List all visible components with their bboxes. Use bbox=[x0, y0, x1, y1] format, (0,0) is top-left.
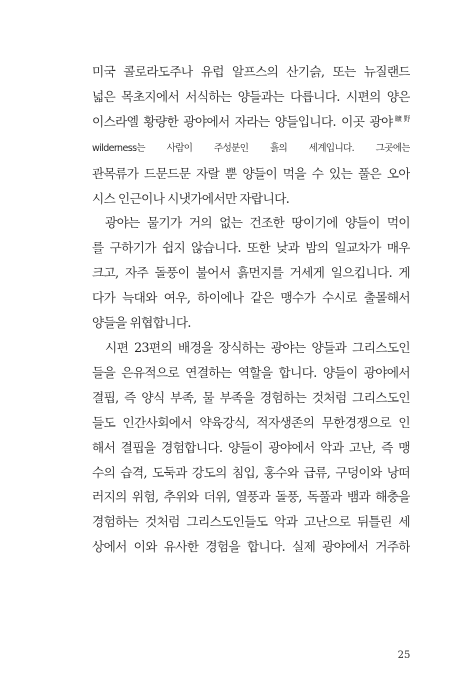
text-line: 관목류가 드문드문 자랄 뿐 양들이 먹을 수 있는 풀은 오아 bbox=[92, 165, 410, 181]
text-line: 러지의 위험, 추위와 더위, 열풍과 돌풍, 독풀과 뱀과 해충을 bbox=[92, 489, 410, 505]
text-line: 광야는 물기가 거의 없는 건조한 땅이기에 양들이 먹이 bbox=[105, 215, 410, 231]
text-line: 양들을 위협합니다. bbox=[92, 315, 191, 331]
text-line: 를 구하기가 쉽지 않습니다. 또한 낮과 밤의 일교차가 매우 bbox=[92, 240, 410, 256]
text-line: 들을 은유적으로 연결하는 역할을 합니다. 양들이 광야에서 bbox=[92, 364, 410, 380]
page-number: 25 bbox=[397, 650, 411, 661]
text-line: 다가 늑대와 여우, 하이에나 같은 맹수가 수시로 출몰해서 bbox=[92, 290, 410, 306]
text-line bbox=[92, 135, 410, 162]
text-line: 크고, 자주 돌풍이 불어서 흙먼지를 거세게 일으킵니다. 게 bbox=[92, 265, 410, 281]
text-line-with-annotation bbox=[92, 110, 410, 135]
text-line: 경험하는 것처럼 그리스도인들도 악과 고난으로 뒤틀린 세 bbox=[92, 514, 410, 530]
text-line: 넓은 목초지에서 서식하는 양들과는 다릅니다. 시편의 양은 bbox=[92, 88, 410, 104]
text-line: 상에서 이와 유사한 경험을 합니다. 실제 광야에서 거주하 bbox=[92, 539, 410, 555]
text-line: 들도 인간사회에서 약육강식, 적자생존의 무한경쟁으로 인 bbox=[92, 414, 410, 430]
text-line: 수의 습격, 도둑과 강도의 침입, 홍수와 급류, 구덩이와 낭떠 bbox=[92, 464, 410, 480]
hanja-annotation: 曠野 bbox=[392, 114, 410, 123]
text-line: 결핍, 즉 양식 부족, 물 부족을 경험하는 것처럼 그리스도인 bbox=[92, 389, 410, 405]
text-line: 미국 콜로라도주나 유럽 알프스의 산기슭, 또는 뉴질랜드 bbox=[92, 64, 410, 79]
body-text bbox=[92, 60, 410, 560]
text-line-content: 이스라엘 황량한 광야에서 자라는 양들입니다. 이곳 광야 bbox=[92, 113, 393, 129]
text-line-content: wilderness는 사람이 주성분인 흙의 세계입니다. 그곳에는 bbox=[92, 142, 410, 154]
text-line: 해서 결핍을 경험합니다. 양들이 광야에서 악과 고난, 즉 맹 bbox=[92, 439, 410, 455]
text-line: 시편 23편의 배경을 장식하는 광야는 양들과 그리스도인 bbox=[105, 339, 410, 355]
text-line: 시스 인근이나 시냇가에서만 자랍니다. bbox=[92, 190, 290, 206]
